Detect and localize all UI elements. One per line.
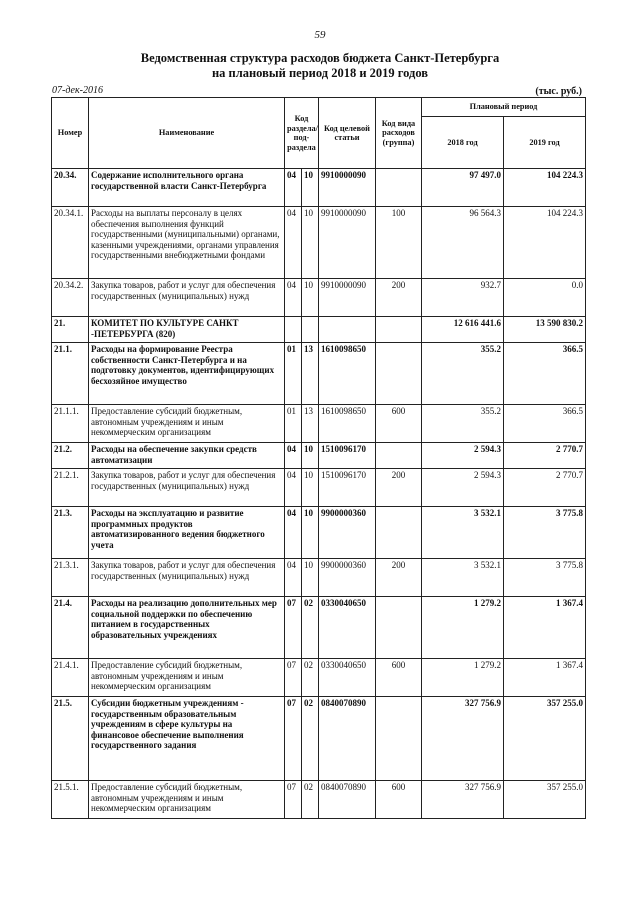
row-number: 21.1.1. — [52, 405, 89, 443]
row-expense-type: 200 — [376, 469, 422, 507]
row-target-code: 9900000360 — [319, 559, 376, 597]
header-target-code: Код целевой статьи — [319, 98, 376, 169]
row-subsection: 10 — [302, 279, 319, 317]
row-value-2019: 366.5 — [504, 343, 586, 405]
row-section: 04 — [285, 469, 302, 507]
row-value-2018: 1 279.2 — [422, 597, 504, 659]
row-section: 07 — [285, 659, 302, 697]
row-expense-type — [376, 507, 422, 559]
table-row — [52, 597, 586, 659]
row-number: 21. — [52, 317, 89, 343]
table-row — [52, 559, 586, 597]
row-expense-type — [376, 597, 422, 659]
page-number: 59 — [314, 29, 326, 41]
row-number: 20.34. — [52, 169, 89, 207]
table-row — [52, 169, 586, 207]
row-name: Закупка товаров, работ и услуг для обеспечения государственных (муниципальных) нужд — [89, 469, 285, 507]
row-target-code: 1510096170 — [319, 469, 376, 507]
row-value-2019: 0.0 — [504, 279, 586, 317]
row-subsection: 10 — [302, 207, 319, 279]
budget-table — [51, 97, 586, 819]
row-target-code: 0840070890 — [319, 781, 376, 819]
row-name: Закупка товаров, работ и услуг для обеспечения государственных (муниципальных) нужд — [89, 279, 285, 317]
row-value-2019: 13 590 830.2 — [504, 317, 586, 343]
row-target-code: 1610098650 — [319, 343, 376, 405]
row-section: 01 — [285, 405, 302, 443]
row-name: Предоставление субсидий бюджетным, автономным учреждениям и иным некоммерческим организациям — [89, 659, 285, 697]
row-subsection: 10 — [302, 169, 319, 207]
row-value-2019: 357 255.0 — [504, 781, 586, 819]
table-row — [52, 507, 586, 559]
row-target-code: 9910000090 — [319, 169, 376, 207]
row-target-code: 0330040650 — [319, 597, 376, 659]
row-section: 04 — [285, 207, 302, 279]
row-value-2019: 357 255.0 — [504, 697, 586, 781]
row-section — [285, 317, 302, 343]
row-number: 21.4.1. — [52, 659, 89, 697]
row-value-2019: 366.5 — [504, 405, 586, 443]
table-row — [52, 469, 586, 507]
row-value-2018: 2 594.3 — [422, 443, 504, 469]
row-value-2018: 96 564.3 — [422, 207, 504, 279]
row-expense-type: 200 — [376, 279, 422, 317]
row-number: 21.1. — [52, 343, 89, 405]
row-section: 04 — [285, 443, 302, 469]
row-expense-type — [376, 169, 422, 207]
row-expense-type: 600 — [376, 781, 422, 819]
row-expense-type: 600 — [376, 659, 422, 697]
row-value-2019: 1 367.4 — [504, 659, 586, 697]
row-name: Расходы на выплаты персоналу в целях обеспечения выполнения функций государственными (муниципальными) органами, казенными учреждениями, органами управления государственными внебюджетными фондами — [89, 207, 285, 279]
row-name: Предоставление субсидий бюджетным, автономным учреждениям и иным некоммерческим организациям — [89, 781, 285, 819]
header-number: Номер — [52, 98, 89, 169]
row-subsection: 10 — [302, 469, 319, 507]
row-subsection: 10 — [302, 559, 319, 597]
table-row — [52, 697, 586, 781]
row-value-2018: 2 594.3 — [422, 469, 504, 507]
row-target-code — [319, 317, 376, 343]
row-value-2018: 3 532.1 — [422, 507, 504, 559]
row-subsection: 02 — [302, 781, 319, 819]
row-value-2019: 2 770.7 — [504, 443, 586, 469]
table-row — [52, 659, 586, 697]
title-line-1: Ведомственная структура расходов бюджета Санкт-Петербурга — [140, 51, 500, 65]
row-value-2018: 932.7 — [422, 279, 504, 317]
table-row — [52, 405, 586, 443]
header-year-2019: 2019 год — [504, 117, 586, 169]
row-value-2019: 104 224.3 — [504, 207, 586, 279]
row-expense-type — [376, 343, 422, 405]
table-row — [52, 443, 586, 469]
document-date: 07-дек-2016 — [52, 85, 103, 96]
table-row — [52, 279, 586, 317]
row-subsection: 13 — [302, 405, 319, 443]
header-year-2018: 2018 год — [422, 117, 504, 169]
row-value-2018: 355.2 — [422, 405, 504, 443]
row-value-2019: 3 775.8 — [504, 507, 586, 559]
row-name: Предоставление субсидий бюджетным, автономным учреждениям и иным некоммерческим организациям — [89, 405, 285, 443]
row-value-2018: 1 279.2 — [422, 659, 504, 697]
row-value-2019: 104 224.3 — [504, 169, 586, 207]
row-name: Содержание исполнительного органа государственной власти Санкт-Петербурга — [89, 169, 285, 207]
row-expense-type — [376, 443, 422, 469]
row-subsection: 10 — [302, 507, 319, 559]
title-line-2: на плановый период 2018 и 2019 годов — [211, 66, 429, 80]
header-section-code: Код раздела/ под- раздела — [285, 98, 319, 169]
currency-unit: (тыс. руб.) — [535, 86, 582, 97]
table-row — [52, 781, 586, 819]
row-subsection: 02 — [302, 659, 319, 697]
header-plan-period: Плановый период — [422, 98, 586, 117]
row-name: Расходы на реализацию дополнительных мер социальной поддержки по обеспечению питанием в государственных образовательных учреждениях — [89, 597, 285, 659]
table-row — [52, 343, 586, 405]
row-target-code: 1610098650 — [319, 405, 376, 443]
row-section: 07 — [285, 781, 302, 819]
row-target-code: 0330040650 — [319, 659, 376, 697]
row-section: 04 — [285, 279, 302, 317]
row-target-code: 1510096170 — [319, 443, 376, 469]
row-name: КОМИТЕТ ПО КУЛЬТУРЕ САНКТ -ПЕТЕРБУРГА (820) — [89, 317, 285, 343]
row-number: 20.34.1. — [52, 207, 89, 279]
row-value-2018: 3 532.1 — [422, 559, 504, 597]
row-section: 01 — [285, 343, 302, 405]
row-expense-type: 100 — [376, 207, 422, 279]
row-target-code: 9910000090 — [319, 207, 376, 279]
row-target-code: 9910000090 — [319, 279, 376, 317]
row-value-2019: 1 367.4 — [504, 597, 586, 659]
row-target-code: 9900000360 — [319, 507, 376, 559]
row-subsection: 02 — [302, 697, 319, 781]
row-name: Расходы на эксплуатацию и развитие программных продуктов автоматизированного ведения бюджетного учета — [89, 507, 285, 559]
row-expense-type: 600 — [376, 405, 422, 443]
row-number: 21.3. — [52, 507, 89, 559]
row-value-2019: 3 775.8 — [504, 559, 586, 597]
row-name: Субсидии бюджетным учреждениям - государственным образовательным учреждениям в сфере культуры на финансовое обеспечение выполнения государственного задания — [89, 697, 285, 781]
table-row — [52, 317, 586, 343]
row-number: 21.5.1. — [52, 781, 89, 819]
row-subsection: 13 — [302, 343, 319, 405]
row-name: Расходы на обеспечение закупки средств автоматизации — [89, 443, 285, 469]
row-value-2018: 355.2 — [422, 343, 504, 405]
row-section: 04 — [285, 507, 302, 559]
budget-table-body — [52, 169, 586, 819]
header-name: Наименование — [89, 98, 285, 169]
row-value-2019: 2 770.7 — [504, 469, 586, 507]
row-subsection — [302, 317, 319, 343]
row-number: 21.2. — [52, 443, 89, 469]
row-expense-type — [376, 317, 422, 343]
row-section: 04 — [285, 559, 302, 597]
row-subsection: 10 — [302, 443, 319, 469]
row-name: Расходы на формирование Реестра собственности Санкт-Петербурга и на подготовку документов, идентифицирующих бесхозяйное имущество — [89, 343, 285, 405]
table-row — [52, 207, 586, 279]
row-name: Закупка товаров, работ и услуг для обеспечения государственных (муниципальных) нужд — [89, 559, 285, 597]
header-expense-type: Код вида расходов (группа) — [376, 98, 422, 169]
row-number: 21.2.1. — [52, 469, 89, 507]
row-expense-type: 200 — [376, 559, 422, 597]
row-number: 20.34.2. — [52, 279, 89, 317]
row-expense-type — [376, 697, 422, 781]
row-value-2018: 97 497.0 — [422, 169, 504, 207]
row-value-2018: 12 616 441.6 — [422, 317, 504, 343]
row-number: 21.3.1. — [52, 559, 89, 597]
row-value-2018: 327 756.9 — [422, 781, 504, 819]
row-target-code: 0840070890 — [319, 697, 376, 781]
document-title — [60, 51, 580, 81]
row-section: 07 — [285, 697, 302, 781]
row-section: 04 — [285, 169, 302, 207]
row-number: 21.5. — [52, 697, 89, 781]
row-section: 07 — [285, 597, 302, 659]
row-value-2018: 327 756.9 — [422, 697, 504, 781]
row-subsection: 02 — [302, 597, 319, 659]
row-number: 21.4. — [52, 597, 89, 659]
